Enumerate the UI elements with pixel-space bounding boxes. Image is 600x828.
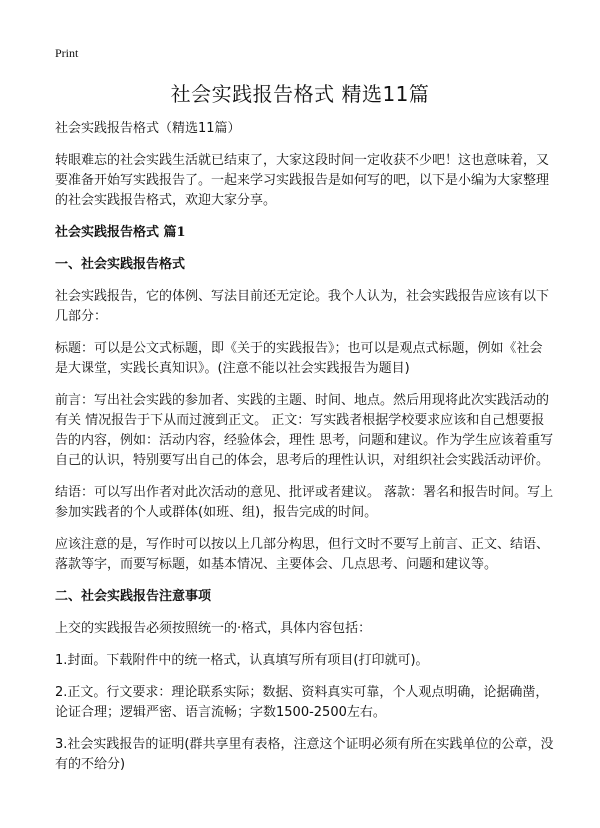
paragraph: 1.封面。下载附件中的统一格式，认真填写所有项目(打印就可)。	[55, 653, 429, 668]
section-heading: 社会实践报告格式 篇1	[55, 225, 186, 240]
print-link[interactable]: Print	[55, 46, 79, 60]
paragraph: 标题：可以是公文式标题，即《关于的实践报告》；也可以是观点式标题，例如《社会是大课堂，实践长真知识》。(注意不能以社会实践报告为题目)	[55, 341, 543, 376]
document-title: 社会实践报告格式 精选11篇	[170, 82, 430, 106]
part2-heading: 二、社会实践报告注意事项	[55, 589, 212, 604]
paragraph: 结语：可以写出作者对此次活动的意见、批评或者建议。 落款：署名和报告时间。写上参加实践者的个人或群体(如班、组)，报告完成的时间。	[55, 485, 554, 520]
part1-heading: 一、社会实践报告格式	[55, 257, 186, 272]
paragraph: 上交的实践报告必须按照统一的·格式，具体内容包括：	[55, 621, 372, 636]
document-body	[55, 119, 555, 787]
paragraph: 2.正文。行文要求：理论联系实际；数据、资料真实可靠，个人观点明确，论据确凿，论证合理；逻辑严密、语言流畅；字数1500-2500左右。	[55, 685, 549, 720]
paragraph: 3.社会实践报告的证明(群共享里有表格，注意这个证明必须有所在实践单位的公章，没有的不给分)	[55, 737, 554, 772]
paragraph: 社会实践报告，它的体例、写法目前还无定论。我个人认为，社会实践报告应该有以下几部分：	[55, 289, 550, 324]
paragraph: 前言：写出社会实践的参加者、实践的主题、时间、地点。然后用现将此次实践活动的有关 情况报告于下从而过渡到正文。 正文：写实践者根据学校要求应该和自己想要报告的内容，例如：活动内容，经验体会，理性 思考，问题和建议。作为学生应该着重写自己的认识，特别要写出自己的体会，思考后的理性认识，对组织社会实践活动评价。	[55, 393, 554, 468]
paragraph: 应该注意的是，写作时可以按以上几部分构思，但行文时不要写上前言、正文、结语、落款等字，而要写标题，如基本情况、主要体会、几点思考、问题和建议等。	[55, 537, 550, 572]
document-subtitle: 社会实践报告格式（精选11篇）	[55, 121, 241, 136]
intro-paragraph: 转眼难忘的社会实践生活就已结束了，大家这段时间一定收获不少吧！这也意味着，又要准备开始写实践报告了。一起来学习实践报告是如何写的吧，以下是小编为大家整理的社会实践报告格式，欢迎大家分享。	[55, 153, 550, 208]
